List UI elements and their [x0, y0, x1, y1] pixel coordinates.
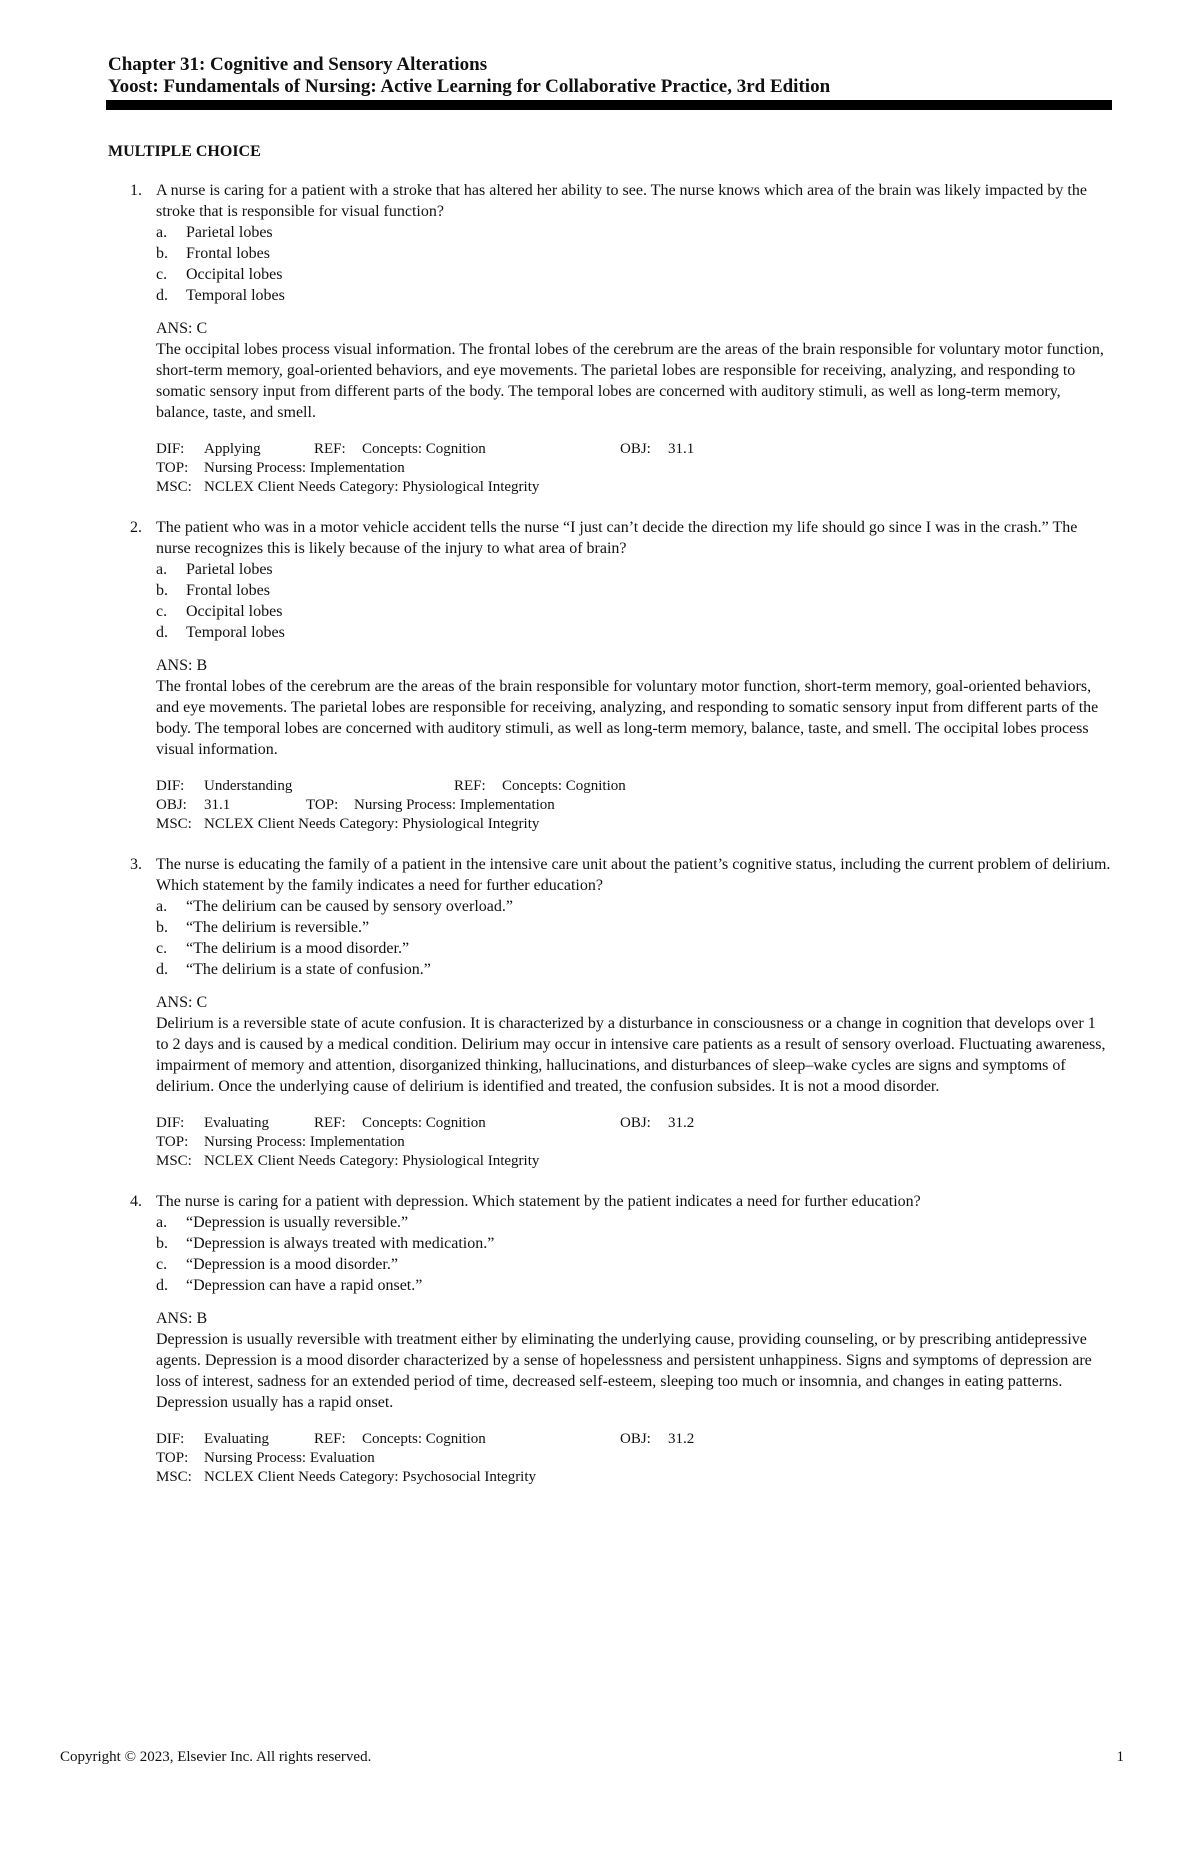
option-letter: b.	[156, 245, 168, 262]
option-text: Frontal lobes	[186, 245, 270, 262]
obj-value: 31.1	[668, 441, 695, 457]
page-footer	[60, 1748, 1124, 1767]
answer-rationale: The occipital lobes process visual information. The frontal lobes of the cerebrum are the areas of the brain responsible for voluntary motor function, short-term memory, goal-oriented behaviors, and eye movements. The parietal lobes are responsible for receiving, analyzing, and responding to somatic sensory input from different parts of the body. The temporal lobes are concerned with auditory stimuli, as well as long-term memory, balance, taste, and smell.	[156, 341, 1104, 421]
option-letter: a.	[156, 898, 168, 915]
question-4	[108, 1191, 1112, 1487]
answer-key: ANS: C	[156, 994, 208, 1011]
top-value: Nursing Process: Implementation	[204, 460, 405, 476]
question-stem: The patient who was in a motor vehicle accident tells the nurse “I just can’t decide the direction my life should go since I was in the crash.” The nurse recognizes this is likely because of the injury to what area of brain?	[156, 519, 1078, 557]
option-text: Parietal lobes	[186, 224, 273, 241]
question-list	[108, 180, 1112, 1507]
dif-label: DIF:	[156, 441, 185, 457]
top-value: Nursing Process: Implementation	[204, 1134, 405, 1150]
msc-label: MSC:	[156, 1153, 192, 1169]
obj-label: OBJ:	[620, 441, 651, 457]
obj-label: OBJ:	[156, 797, 187, 813]
answer-key: ANS: B	[156, 657, 208, 674]
option-letter: b.	[156, 1235, 168, 1252]
option-letter: b.	[156, 919, 168, 936]
option-b	[156, 1233, 1112, 1254]
option-list	[156, 222, 1112, 306]
option-b	[156, 243, 1112, 264]
dif-value: Applying	[204, 441, 261, 457]
option-c	[156, 601, 1112, 622]
option-letter: d.	[156, 287, 168, 304]
option-text: Occipital lobes	[186, 266, 283, 283]
question-number: 1.	[130, 182, 142, 199]
option-letter: a.	[156, 224, 168, 241]
option-text: Occipital lobes	[186, 603, 283, 620]
answer-rationale: Depression is usually reversible with treatment either by eliminating the underlying cause, providing counseling, or by prescribing antidepressive agents. Depression is a mood disorder characterized by a sense of hopelessness and persistent unhappiness. Signs and symptoms of depression are loss of interest, sadness for an extended period of time, decreased self-esteem, sleeping too much or insomnia, and changes in eating patterns. Depression usually has a rapid onset.	[156, 1331, 1092, 1411]
question-2	[108, 517, 1112, 834]
question-number: 2.	[130, 519, 142, 536]
question-body	[156, 1191, 1112, 1487]
msc-value: NCLEX Client Needs Category: Physiological Integrity	[204, 479, 540, 495]
option-letter: a.	[156, 1214, 168, 1231]
ref-value: Concepts: Cognition	[362, 1431, 486, 1447]
obj-label: OBJ:	[620, 1431, 651, 1447]
option-list	[156, 1212, 1112, 1296]
dif-label: DIF:	[156, 1115, 185, 1131]
option-c	[156, 264, 1112, 285]
option-text: “The delirium is a state of confusion.”	[186, 961, 431, 978]
top-label: TOP:	[306, 797, 339, 813]
option-b	[156, 917, 1112, 938]
ref-label: REF:	[314, 1431, 346, 1447]
option-d	[156, 1275, 1112, 1296]
obj-value: 31.1	[204, 797, 231, 813]
msc-label: MSC:	[156, 479, 192, 495]
copyright-notice: Copyright © 2023, Elsevier Inc. All rights reserved.	[60, 1749, 372, 1765]
question-metadata	[156, 1114, 1112, 1171]
answer-block	[156, 1308, 1112, 1413]
obj-label: OBJ:	[620, 1115, 651, 1131]
top-label: TOP:	[156, 1450, 189, 1466]
answer-rationale: The frontal lobes of the cerebrum are the areas of the brain responsible for voluntary motor function, short-term memory, goal-oriented behaviors, and eye movements. The parietal lobes are responsible for receiving, analyzing, and responding to somatic sensory input from different parts of the body. The temporal lobes are concerned with auditory stimuli, as well as long-term memory, balance, taste, and smell. The occipital lobes process visual information.	[156, 678, 1099, 758]
question-stem: The nurse is caring for a patient with depression. Which statement by the patient indicates a need for further education?	[156, 1193, 921, 1210]
option-d	[156, 959, 1112, 980]
option-letter: c.	[156, 266, 168, 283]
dif-value: Understanding	[204, 778, 293, 794]
question-3	[108, 854, 1112, 1171]
dif-label: DIF:	[156, 778, 185, 794]
option-text: “The delirium is a mood disorder.”	[186, 940, 410, 957]
option-list	[156, 896, 1112, 980]
msc-label: MSC:	[156, 816, 192, 832]
dif-value: Evaluating	[204, 1431, 269, 1447]
option-b	[156, 580, 1112, 601]
msc-value: NCLEX Client Needs Category: Physiological Integrity	[204, 816, 540, 832]
msc-label: MSC:	[156, 1469, 192, 1485]
top-label: TOP:	[156, 460, 189, 476]
answer-block	[156, 992, 1112, 1097]
option-letter: d.	[156, 624, 168, 641]
obj-value: 31.2	[668, 1115, 695, 1131]
dif-label: DIF:	[156, 1431, 185, 1447]
dif-value: Evaluating	[204, 1115, 269, 1131]
option-d	[156, 285, 1112, 306]
top-value: Nursing Process: Evaluation	[204, 1450, 375, 1466]
header-rule	[106, 100, 1112, 110]
option-d	[156, 622, 1112, 643]
option-letter: d.	[156, 1277, 168, 1294]
option-a	[156, 222, 1112, 243]
obj-value: 31.2	[668, 1431, 695, 1447]
ref-value: Concepts: Cognition	[502, 778, 626, 794]
option-a	[156, 1212, 1112, 1233]
answer-rationale: Delirium is a reversible state of acute confusion. It is characterized by a disturbance in consciousness or a change in cognition that develops over 1 to 2 days and is caused by a medical condition. Delirium may occur in intensive care patients as a result of sensory overload. Fluctuating awareness, impairment of memory and attention, disorganized thinking, hallucinations, and disturbances of sleep–wake cycles are signs and symptoms of delirium. Once the underlying cause of delirium is identified and treated, the confusion subsides. It is not a mood disorder.	[156, 1015, 1106, 1095]
option-text: “The delirium can be caused by sensory overload.”	[186, 898, 513, 915]
question-number: 4.	[130, 1193, 142, 1210]
question-metadata	[156, 440, 1112, 497]
question-body	[156, 517, 1112, 834]
ref-label: REF:	[314, 441, 346, 457]
option-letter: c.	[156, 1256, 168, 1273]
page-header	[108, 54, 1112, 98]
ref-label: REF:	[454, 778, 486, 794]
option-text: Temporal lobes	[186, 287, 285, 304]
option-list	[156, 559, 1112, 643]
option-letter: d.	[156, 961, 168, 978]
answer-block	[156, 655, 1112, 760]
option-text: Frontal lobes	[186, 582, 270, 599]
question-body	[156, 854, 1112, 1171]
option-text: “Depression is usually reversible.”	[186, 1214, 409, 1231]
question-1	[108, 180, 1112, 497]
option-text: “Depression can have a rapid onset.”	[186, 1277, 423, 1294]
option-letter: b.	[156, 582, 168, 599]
option-text: “Depression is always treated with medication.”	[186, 1235, 495, 1252]
page-number: 1	[1116, 1749, 1124, 1765]
msc-value: NCLEX Client Needs Category: Physiological Integrity	[204, 1153, 540, 1169]
option-c	[156, 1254, 1112, 1275]
msc-value: NCLEX Client Needs Category: Psychosocial Integrity	[204, 1469, 537, 1485]
chapter-title: Chapter 31: Cognitive and Sensory Alterations	[108, 54, 488, 75]
book-title: Yoost: Fundamentals of Nursing: Active Learning for Collaborative Practice, 3rd Edition	[108, 76, 831, 97]
question-metadata	[156, 1430, 1112, 1487]
answer-block	[156, 318, 1112, 423]
option-text: “The delirium is reversible.”	[186, 919, 370, 936]
answer-key: ANS: B	[156, 1310, 208, 1327]
ref-value: Concepts: Cognition	[362, 1115, 486, 1131]
option-letter: c.	[156, 940, 168, 957]
question-body	[156, 180, 1112, 497]
top-label: TOP:	[156, 1134, 189, 1150]
question-metadata	[156, 777, 1112, 834]
section-title: MULTIPLE CHOICE	[108, 143, 261, 160]
option-letter: c.	[156, 603, 168, 620]
question-number: 3.	[130, 856, 142, 873]
question-stem: A nurse is caring for a patient with a stroke that has altered her ability to see. The nurse knows which area of the brain was likely impacted by the stroke that is responsible for visual function?	[156, 182, 1087, 220]
option-c	[156, 938, 1112, 959]
ref-label: REF:	[314, 1115, 346, 1131]
option-text: “Depression is a mood disorder.”	[186, 1256, 398, 1273]
top-value: Nursing Process: Implementation	[354, 797, 555, 813]
answer-key: ANS: C	[156, 320, 208, 337]
option-a	[156, 896, 1112, 917]
ref-value: Concepts: Cognition	[362, 441, 486, 457]
option-letter: a.	[156, 561, 168, 578]
option-a	[156, 559, 1112, 580]
question-stem: The nurse is educating the family of a patient in the intensive care unit about the patient’s cognitive status, including the current problem of delirium. Which statement by the family indicates a need for further education?	[156, 856, 1111, 894]
option-text: Parietal lobes	[186, 561, 273, 578]
option-text: Temporal lobes	[186, 624, 285, 641]
